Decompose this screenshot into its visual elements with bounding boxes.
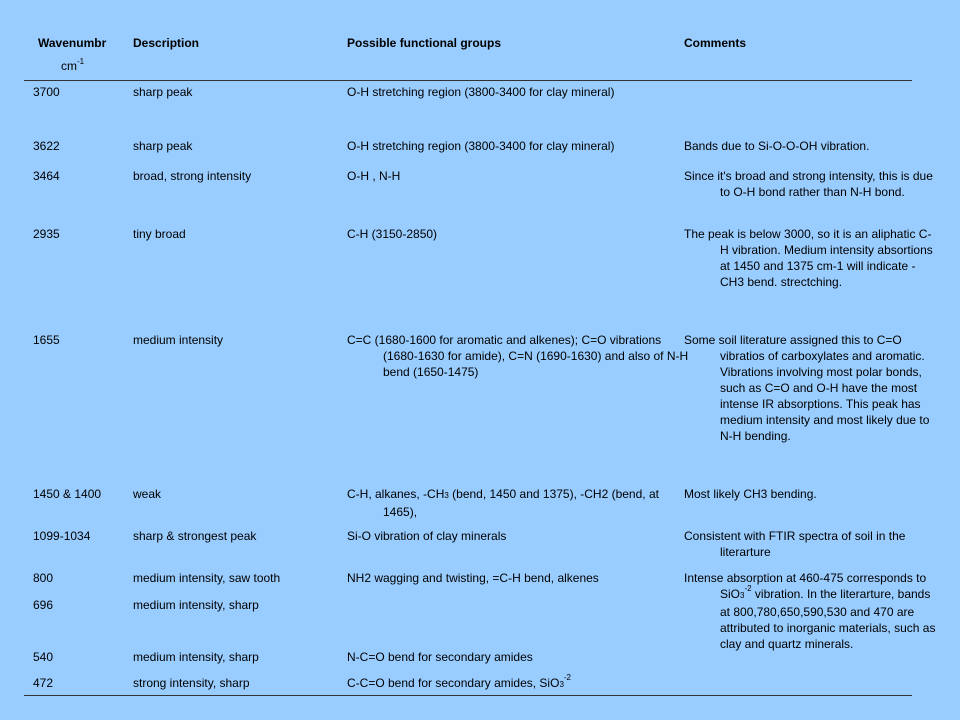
cell-description: medium intensity, sharp xyxy=(133,598,259,612)
cell-comments: Bands due to Si-O-O-OH vibration. xyxy=(684,139,870,153)
bottom-rule xyxy=(24,695,912,696)
cell-groups: C-H (3150-2850) xyxy=(347,227,438,241)
cell-description: broad, strong intensity xyxy=(133,169,252,183)
header-rule xyxy=(24,80,912,81)
cell-wavenumber: 1655 xyxy=(33,333,60,347)
cell-description: tiny broad xyxy=(133,227,186,241)
cell-description: sharp & strongest peak xyxy=(133,529,257,543)
cell-comments: The peak is below 3000, so it is an aliphatic C-H vibration. Medium intensity absortions at 1450 and 1375 cm-1 will indicate -CH3 bend. strectching. xyxy=(684,227,933,289)
cell-wavenumber: 1099-1034 xyxy=(33,529,91,543)
cell-groups: Si-O vibration of clay minerals xyxy=(347,529,507,543)
cell-comments: Since it's broad and strong intensity, this is due to O-H bond rather than N-H bond. xyxy=(684,169,933,199)
cell-wavenumber: 800 xyxy=(33,571,54,585)
merged-comment-superscript: -2 xyxy=(744,584,752,593)
cell-wavenumber: 3464 xyxy=(33,169,60,183)
header-comments: Comments xyxy=(684,36,747,50)
merged-comment-text: vibration. In the literarture, bands at 800,780,650,590,530 and 470 are attributed to inorganic materials, such as clay and quartz minerals. xyxy=(720,587,936,651)
cell-groups: NH2 wagging and twisting, =C-H bend, alkenes xyxy=(347,571,599,585)
cell-wavenumber: 472 xyxy=(33,676,54,690)
header-groups: Possible functional groups xyxy=(347,36,502,50)
cell-description: sharp peak xyxy=(133,139,193,153)
cell-wavenumber: 1450 & 1400 xyxy=(33,487,102,501)
merged-comment-subscript: 3 xyxy=(740,591,745,600)
merged-comment xyxy=(684,570,938,652)
cell-description: medium intensity xyxy=(133,333,224,347)
merged-comment-text: Intense absorption at 460-475 corresponds to SiO xyxy=(684,571,927,601)
cell-wavenumber: 696 xyxy=(33,598,54,612)
cell-comments: Some soil literature assigned this to C=O vibratios of carboxylates and aromatic. Vibrations involving most polar bonds, such as C=O and O-H have the most intense IR absorptions. This peak has medium intensity and most likely due to N-H bending. xyxy=(684,333,930,443)
cell-groups xyxy=(347,486,683,520)
cell-wavenumber: 3622 xyxy=(33,139,60,153)
cell-description: weak xyxy=(133,487,162,501)
cell-groups xyxy=(347,675,571,693)
cell-groups: O-H stretching region (3800-3400 for clay mineral) xyxy=(347,85,615,99)
cell-description: strong intensity, sharp xyxy=(133,676,250,690)
cell-groups: N-C=O bend for secondary amides xyxy=(347,650,533,664)
cell-description: medium intensity, sharp xyxy=(133,650,259,664)
cell-groups-subscript: 3 xyxy=(444,491,449,500)
cell-wavenumber: 2935 xyxy=(33,227,60,241)
cell-comments: Consistent with FTIR spectra of soil in the literarture xyxy=(684,529,906,559)
header-unit-text: cm xyxy=(61,59,77,73)
cell-groups-text: C-C=O bend for secondary amides, SiO xyxy=(347,676,560,690)
cell-groups: C=C (1680-1600 for aromatic and alkenes); C=O vibrations (1680-1630 for amide), C=N (1690-1630) and also of N-H bend (1650-1475) xyxy=(347,333,689,379)
cell-groups-subscript: 3 xyxy=(559,680,564,689)
cell-description: sharp peak xyxy=(133,85,193,99)
cell-groups-text: (bend, 1450 and 1375), -CH2 (bend, at 1465), xyxy=(383,487,659,519)
header-unit-exponent: -1 xyxy=(77,57,85,66)
cell-groups-superscript: -2 xyxy=(563,673,572,682)
cell-description: medium intensity, saw tooth xyxy=(133,571,281,585)
cell-wavenumber: 540 xyxy=(33,650,54,664)
cell-wavenumber: 3700 xyxy=(33,85,60,99)
header-wavenumber: Wavenumbr xyxy=(38,36,107,50)
cell-groups: O-H , N-H xyxy=(347,169,401,183)
header-unit xyxy=(61,58,84,74)
header-description: Description xyxy=(133,36,200,50)
cell-comments: Most likely CH3 bending. xyxy=(684,487,817,501)
cell-groups-text: C-H, alkanes, -CH xyxy=(347,487,445,501)
cell-groups: O-H stretching region (3800-3400 for clay mineral) xyxy=(347,139,615,153)
